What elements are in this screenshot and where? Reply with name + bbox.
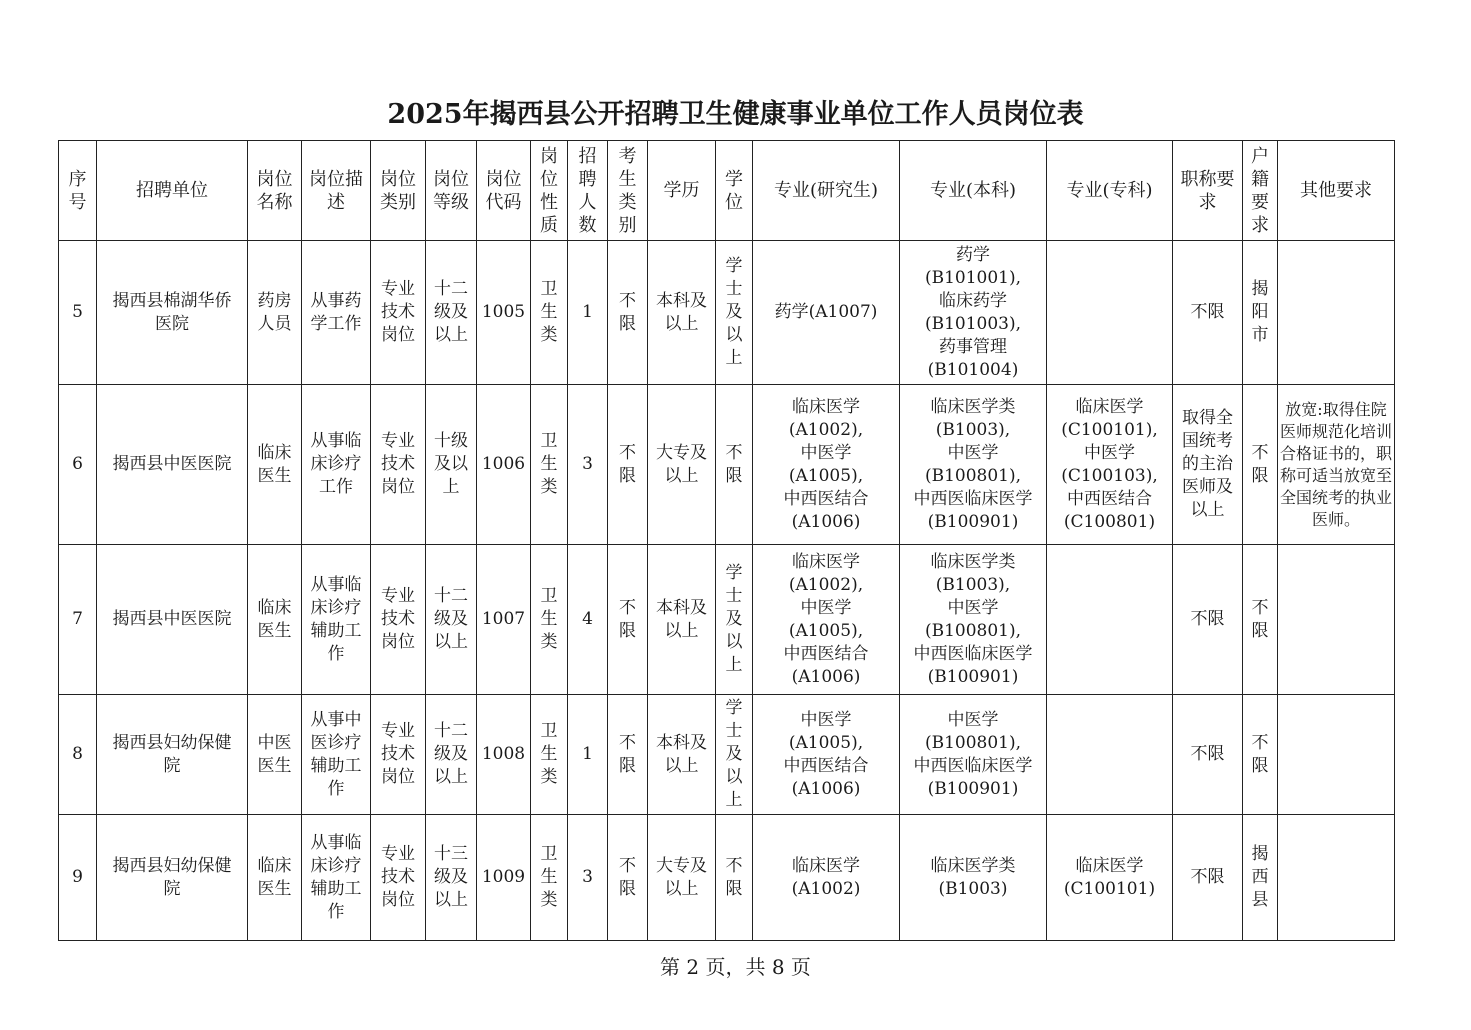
cell-unit: 揭西县中医医院 <box>97 545 248 695</box>
cell-candidate: 不 限 <box>608 815 648 941</box>
cell-major-graduate: 临床医学 (A1002) <box>753 815 900 941</box>
cell-hukou: 不 限 <box>1243 545 1278 695</box>
cell-education: 本科及 以上 <box>648 241 716 385</box>
cell-count: 3 <box>568 385 608 545</box>
header-row <box>59 141 1395 241</box>
header-post-code: 岗位 代码 <box>477 141 531 241</box>
header-degree: 学 位 <box>716 141 753 241</box>
cell-post-desc: 从事临 床诊疗 工作 <box>302 385 371 545</box>
cell-post-code: 1009 <box>477 815 531 941</box>
page-number: 第 2 页，共 8 页 <box>660 955 811 979</box>
header-major-graduate: 专业(研究生) <box>753 141 900 241</box>
cell-candidate: 不 限 <box>608 545 648 695</box>
header-count: 招 聘 人 数 <box>568 141 608 241</box>
cell-unit: 揭西县妇幼保健 院 <box>97 815 248 941</box>
header-post-category: 岗位 类别 <box>371 141 426 241</box>
cell-count: 1 <box>568 241 608 385</box>
cell-count: 4 <box>568 545 608 695</box>
cell-unit: 揭西县中医医院 <box>97 385 248 545</box>
cell-major-graduate: 临床医学 (A1002), 中医学 (A1005), 中西医结合 (A1006) <box>753 385 900 545</box>
cell-post-nature: 卫 生 类 <box>531 385 568 545</box>
cell-education: 大专及 以上 <box>648 815 716 941</box>
cell-title-req: 不限 <box>1173 695 1243 815</box>
header-post-nature: 岗 位 性 质 <box>531 141 568 241</box>
cell-post-name: 药房 人员 <box>248 241 302 385</box>
page-title: 2025年揭西县公开招聘卫生健康事业单位工作人员岗位表 <box>387 99 1084 130</box>
cell-post-code: 1007 <box>477 545 531 695</box>
cell-seq: 5 <box>59 241 97 385</box>
cell-major-graduate: 中医学 (A1005), 中西医结合 (A1006) <box>753 695 900 815</box>
cell-post-name: 临床 医生 <box>248 815 302 941</box>
header-major-associate: 专业(专科) <box>1047 141 1173 241</box>
cell-major-associate: 临床医学 (C100101) <box>1047 815 1173 941</box>
header-unit: 招聘单位 <box>97 141 248 241</box>
cell-other: 放宽:取得住院医师规范化培训合格证书的，职称可适当放宽至全国统考的执业医师。 <box>1278 385 1395 545</box>
cell-major-bachelor: 中医学 (B100801), 中西医临床医学 (B100901) <box>900 695 1047 815</box>
cell-hukou: 不 限 <box>1243 695 1278 815</box>
cell-post-level: 十二 级及 以上 <box>426 695 477 815</box>
header-education: 学历 <box>648 141 716 241</box>
cell-major-bachelor: 药学 (B101001), 临床药学 (B101003), 药事管理 (B101004) <box>900 241 1047 385</box>
cell-other <box>1278 241 1395 385</box>
table-row <box>59 545 1395 695</box>
cell-major-associate: 临床医学 (C100101), 中医学 (C100103), 中西医结合 (C100801) <box>1047 385 1173 545</box>
cell-degree: 学 士 及 以 上 <box>716 241 753 385</box>
cell-post-category: 专业 技术 岗位 <box>371 815 426 941</box>
cell-candidate: 不 限 <box>608 695 648 815</box>
cell-major-bachelor: 临床医学类 (B1003) <box>900 815 1047 941</box>
cell-title-req: 不限 <box>1173 545 1243 695</box>
table-row <box>59 241 1395 385</box>
cell-count: 1 <box>568 695 608 815</box>
header-title-req: 职称要 求 <box>1173 141 1243 241</box>
cell-post-name: 临床 医生 <box>248 385 302 545</box>
cell-post-desc: 从事药 学工作 <box>302 241 371 385</box>
job-table <box>58 140 1395 941</box>
cell-other <box>1278 695 1395 815</box>
cell-seq: 9 <box>59 815 97 941</box>
cell-post-nature: 卫 生 类 <box>531 545 568 695</box>
cell-major-associate <box>1047 241 1173 385</box>
cell-post-desc: 从事临 床诊疗 辅助工 作 <box>302 815 371 941</box>
cell-post-level: 十二 级及 以上 <box>426 241 477 385</box>
header-candidate: 考 生 类 别 <box>608 141 648 241</box>
cell-post-level: 十级 及以 上 <box>426 385 477 545</box>
header-major-bachelor: 专业(本科) <box>900 141 1047 241</box>
cell-degree: 学 士 及 以 上 <box>716 695 753 815</box>
cell-title-req: 取得全 国统考 的主治 医师及 以上 <box>1173 385 1243 545</box>
cell-post-code: 1008 <box>477 695 531 815</box>
cell-education: 本科及 以上 <box>648 545 716 695</box>
header-seq: 序 号 <box>59 141 97 241</box>
cell-post-code: 1006 <box>477 385 531 545</box>
table-row <box>59 385 1395 545</box>
cell-candidate: 不 限 <box>608 385 648 545</box>
cell-unit: 揭西县棉湖华侨 医院 <box>97 241 248 385</box>
cell-other <box>1278 815 1395 941</box>
cell-post-nature: 卫 生 类 <box>531 241 568 385</box>
cell-post-name: 中医 医生 <box>248 695 302 815</box>
cell-count: 3 <box>568 815 608 941</box>
cell-post-category: 专业 技术 岗位 <box>371 385 426 545</box>
cell-title-req: 不限 <box>1173 815 1243 941</box>
cell-post-name: 临床 医生 <box>248 545 302 695</box>
cell-degree: 学 士 及 以 上 <box>716 545 753 695</box>
cell-major-associate <box>1047 695 1173 815</box>
cell-hukou: 揭 阳 市 <box>1243 241 1278 385</box>
cell-seq: 8 <box>59 695 97 815</box>
table-row <box>59 815 1395 941</box>
cell-post-nature: 卫 生 类 <box>531 695 568 815</box>
cell-degree: 不 限 <box>716 385 753 545</box>
cell-education: 大专及 以上 <box>648 385 716 545</box>
cell-major-associate <box>1047 545 1173 695</box>
cell-major-graduate: 临床医学 (A1002), 中医学 (A1005), 中西医结合 (A1006) <box>753 545 900 695</box>
cell-unit: 揭西县妇幼保健 院 <box>97 695 248 815</box>
cell-post-desc: 从事中 医诊疗 辅助工 作 <box>302 695 371 815</box>
cell-post-desc: 从事临 床诊疗 辅助工 作 <box>302 545 371 695</box>
cell-post-nature: 卫 生 类 <box>531 815 568 941</box>
table-row <box>59 695 1395 815</box>
header-other: 其他要求 <box>1278 141 1395 241</box>
header-post-level: 岗位 等级 <box>426 141 477 241</box>
cell-post-level: 十三 级及 以上 <box>426 815 477 941</box>
header-post-desc: 岗位描 述 <box>302 141 371 241</box>
cell-hukou: 揭 西 县 <box>1243 815 1278 941</box>
cell-seq: 7 <box>59 545 97 695</box>
cell-title-req: 不限 <box>1173 241 1243 385</box>
cell-major-graduate: 药学(A1007) <box>753 241 900 385</box>
cell-degree: 不 限 <box>716 815 753 941</box>
cell-post-category: 专业 技术 岗位 <box>371 241 426 385</box>
cell-seq: 6 <box>59 385 97 545</box>
cell-post-level: 十二 级及 以上 <box>426 545 477 695</box>
cell-major-bachelor: 临床医学类 (B1003), 中医学 (B100801), 中西医临床医学 (B100901) <box>900 385 1047 545</box>
cell-hukou: 不 限 <box>1243 385 1278 545</box>
cell-candidate: 不 限 <box>608 241 648 385</box>
header-post-name: 岗位 名称 <box>248 141 302 241</box>
header-hukou: 户 籍 要 求 <box>1243 141 1278 241</box>
cell-major-bachelor: 临床医学类 (B1003), 中医学 (B100801), 中西医临床医学 (B100901) <box>900 545 1047 695</box>
cell-education: 本科及 以上 <box>648 695 716 815</box>
cell-other <box>1278 545 1395 695</box>
cell-post-category: 专业 技术 岗位 <box>371 695 426 815</box>
cell-post-code: 1005 <box>477 241 531 385</box>
cell-post-category: 专业 技术 岗位 <box>371 545 426 695</box>
